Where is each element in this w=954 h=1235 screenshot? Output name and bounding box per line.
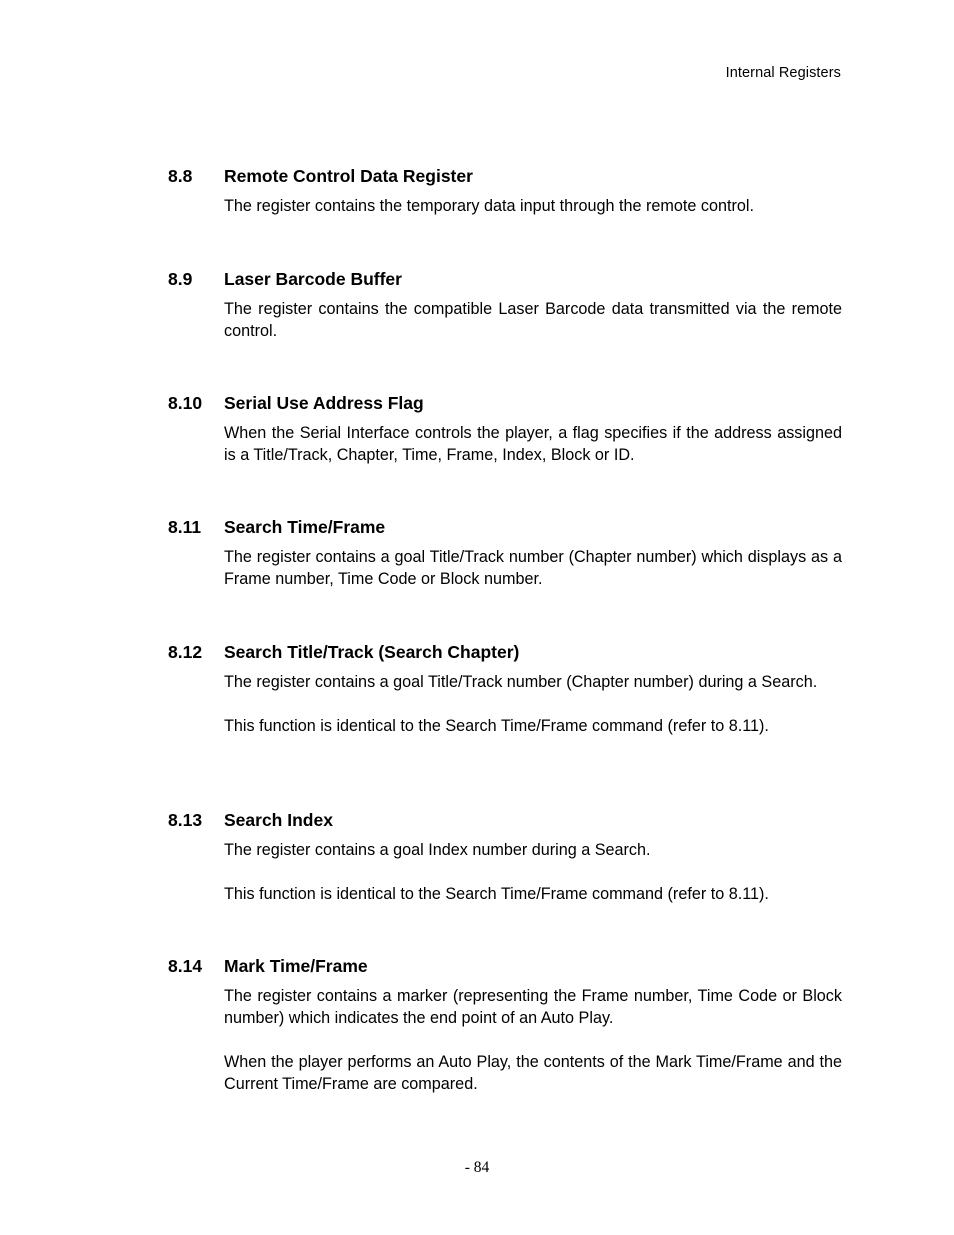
section-8-14: [168, 956, 842, 1095]
section-number: 8.12: [168, 642, 203, 662]
section-number: 8.10: [168, 393, 203, 413]
section-paragraph: The register contains a marker (representing the Frame number, Time Code or Block number) which indicates the end point of an Auto Play.: [224, 987, 842, 1027]
section-8-13: [168, 810, 842, 905]
section-heading: [168, 517, 842, 537]
section-number: 8.8: [168, 166, 193, 186]
section-heading: [168, 269, 842, 289]
section-heading: [168, 393, 842, 413]
section-number: 8.14: [168, 956, 203, 976]
section-paragraph: The register contains a goal Index number during a Search.: [224, 841, 651, 859]
section-paragraph: This function is identical to the Search Time/Frame command (refer to 8.11).: [224, 717, 769, 735]
section-paragraph: The register contains the temporary data input through the remote control.: [224, 197, 754, 215]
page-number: - 84: [464, 1159, 490, 1176]
section-heading: [168, 810, 842, 830]
section-title: Search Title/Track (Search Chapter): [224, 642, 520, 662]
section-title: Search Time/Frame: [224, 517, 386, 537]
section-number: 8.9: [168, 269, 193, 289]
section-title: Remote Control Data Register: [224, 166, 473, 186]
section-8-8: [168, 166, 842, 217]
section-title: Serial Use Address Flag: [224, 393, 424, 413]
section-title: Laser Barcode Buffer: [224, 269, 402, 289]
section-number: 8.11: [168, 517, 202, 537]
section-heading: [168, 642, 842, 662]
section-title: Mark Time/Frame: [224, 956, 368, 976]
section-8-12: [168, 642, 842, 737]
section-paragraph: When the Serial Interface controls the player, a flag specifies if the address assigned is a Title/Track, Chapter, Time, Frame, Index, Block or ID.: [224, 424, 842, 464]
section-8-9: [168, 269, 842, 342]
section-heading: [168, 166, 842, 186]
running-header: Internal Registers: [725, 65, 841, 81]
section-8-11: [168, 517, 842, 590]
section-paragraph: When the player performs an Auto Play, the contents of the Mark Time/Frame and the Current Time/Frame are compared.: [224, 1053, 842, 1093]
section-8-10: [168, 393, 842, 466]
section-number: 8.13: [168, 810, 203, 830]
section-title: Search Index: [224, 810, 333, 830]
section-paragraph: The register contains a goal Title/Track number (Chapter number) during a Search.: [224, 673, 818, 691]
section-paragraph: The register contains the compatible Laser Barcode data transmitted via the remote control.: [224, 300, 842, 340]
section-paragraph: This function is identical to the Search Time/Frame command (refer to 8.11).: [224, 885, 769, 903]
section-paragraph: The register contains a goal Title/Track number (Chapter number) which displays as a Frame number, Time Code or Block number.: [224, 548, 842, 588]
section-heading: [168, 956, 842, 976]
